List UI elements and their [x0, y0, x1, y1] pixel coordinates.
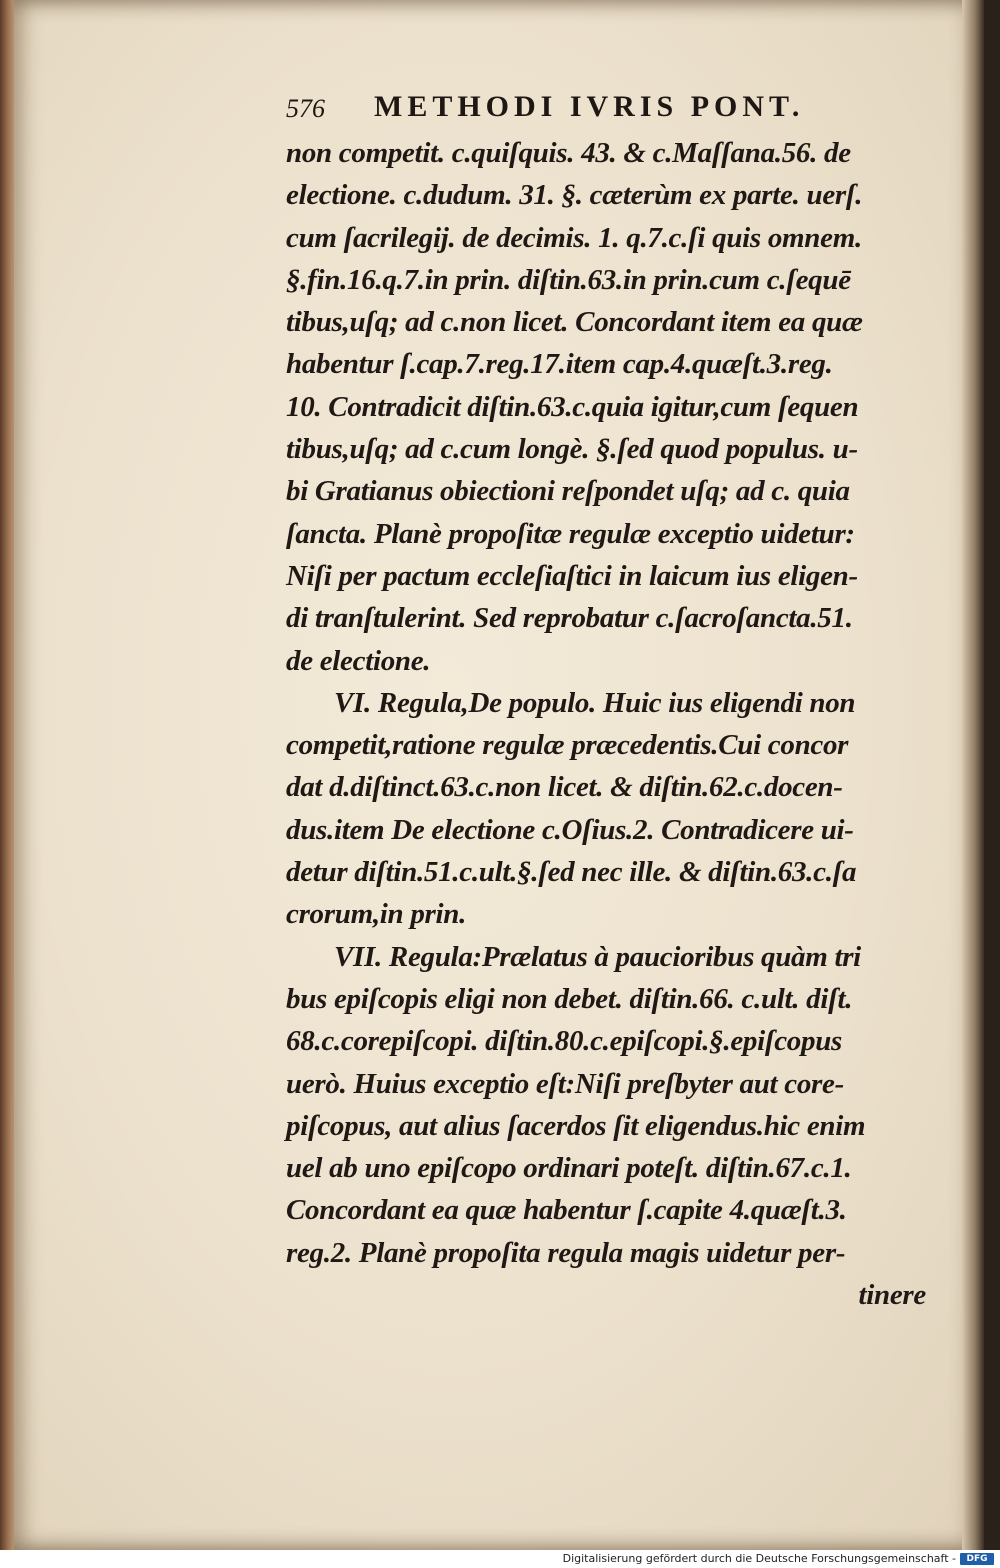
text-line: bus epiſcopis eligi non debet. diſtin.66. c.ult. diſt.	[286, 982, 853, 1015]
running-title: METHODI IVRIS PONT.	[374, 90, 805, 123]
text-line: uel ab uno epiſcopo ordinari poteſt. diſtin.67.c.1.	[286, 1152, 852, 1185]
rule-heading-line: VII. Regula:Prælatus à paucioribus quàm tri	[334, 940, 861, 973]
text-line: habentur ſ.cap.7.reg.17.item cap.4.quæſt.3.reg.	[286, 348, 833, 381]
text-line: 10. Contradicit diſtin.63.c.quia igitur,cum ſequen	[286, 390, 859, 423]
body-text	[286, 132, 936, 1316]
running-head	[286, 86, 886, 134]
text-line: non competit. c.quiſquis. 43. & c.Maſſana.56. de	[286, 137, 851, 169]
text-line: bi Gratianus obiectioni reſpondet uſq; ad c. quia	[286, 475, 850, 508]
text-line: crorum,in prin.	[286, 898, 467, 931]
text-line: di tranſtulerint. Sed reprobatur c.ſacroſancta.51.	[286, 602, 853, 635]
dfg-logo-icon: DFG	[960, 1553, 994, 1565]
text-line: Niſi per pactum eccleſiaſtici in laicum ius eligen-	[286, 559, 858, 592]
text-line: tibus,uſq; ad c.non licet. Concordant item ea quæ	[286, 306, 863, 339]
text-line: detur diſtin.51.c.ult.§.ſed nec ille. & diſtin.63.c.ſa	[286, 856, 857, 889]
catchword: tinere	[858, 1279, 926, 1312]
text-line: §.fin.16.q.7.in prin. diſtin.63.in prin.cum c.ſequē	[286, 263, 851, 296]
rule-heading-line: VI. Regula,De populo. Huic ius eligendi non	[334, 686, 856, 719]
text-line: ſancta. Planè propoſitæ regulæ exceptio uidetur:	[286, 517, 855, 550]
text-line: de electione.	[286, 644, 431, 677]
digitization-footer	[0, 1550, 1000, 1568]
text-line: Concordant ea quæ habentur ſ.capite 4.quæſt.3.	[286, 1194, 847, 1227]
text-line: uerò. Huius exceptio eſt:Niſi preſbyter aut core-	[286, 1067, 844, 1100]
text-line: piſcopus, aut alius ſacerdos ſit eligendus.hic enim	[286, 1109, 866, 1142]
text-line: dus.item De electione c.Oſius.2. Contradicere ui-	[286, 813, 854, 846]
page-number: 576	[286, 94, 325, 123]
text-line: tibus,uſq; ad c.cum longè. §.ſed quod populus. u-	[286, 433, 858, 466]
text-line: dat d.diſtinct.63.c.non licet. & diſtin.62.c.docen-	[286, 771, 843, 804]
text-line: reg.2. Planè propoſita regula magis uidetur per-	[286, 1236, 846, 1269]
page-gutter	[962, 0, 984, 1550]
funding-notice: Digitalisierung gefördert durch die Deutsche Forschungsgemeinschaft -	[562, 1552, 956, 1565]
text-line: cum ſacrilegij. de decimis. 1. q.7.c.ſi quis omnem.	[286, 221, 862, 254]
text-line: electione. c.dudum. 31. §. cæterùm ex parte. uerſ.	[286, 179, 863, 212]
text-line: competit,ratione regulæ præcedentis.Cui concor	[286, 729, 849, 762]
text-line: 68.c.corepiſcopi. diſtin.80.c.epiſcopi.§.epiſcopus	[286, 1025, 843, 1058]
